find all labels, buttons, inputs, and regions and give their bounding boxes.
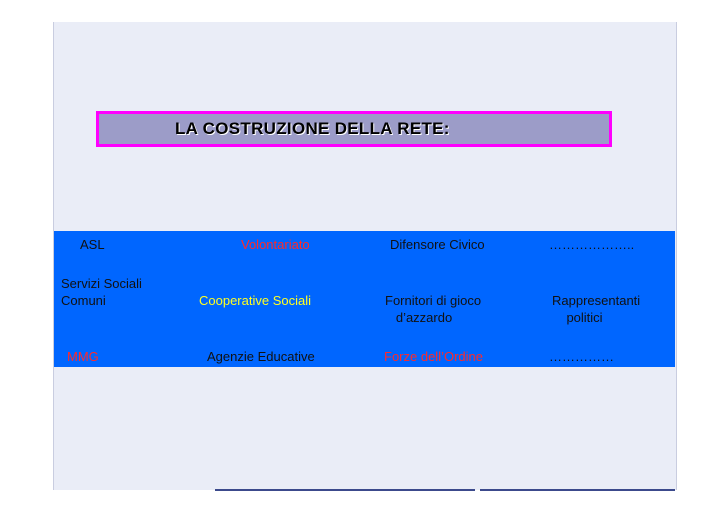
slide-title: LA COSTRUZIONE DELLA RETE: (175, 119, 450, 138)
cell-volontariato: Volontariato (241, 237, 310, 252)
cell-servizi-sociali: Servizi Sociali Comuni (61, 276, 142, 308)
cell-mmg: MMG (67, 349, 99, 364)
title-banner (96, 111, 612, 147)
cell-difensore-civico: Difensore Civico (390, 237, 485, 252)
cell-fornitori-gioco: Fornitori di gioco d’azzardo (385, 293, 482, 325)
cell-placeholder-2: …………… (549, 349, 614, 364)
cell-cooperative-sociali: Cooperative Sociali (199, 293, 312, 308)
bottom-rule-right (480, 489, 675, 491)
title-banner-inner (99, 114, 609, 144)
cell-placeholder-1: ……………….. (549, 237, 635, 252)
cell-rappresentanti-politici: Rappresentanti politici (552, 293, 641, 325)
bottom-rule-left (215, 489, 475, 491)
cell-agenzie-educative: Agenzie Educative (207, 349, 315, 364)
cell-asl: ASL (80, 237, 105, 252)
cell-forze-ordine: Forze dell’Ordine (384, 349, 483, 364)
